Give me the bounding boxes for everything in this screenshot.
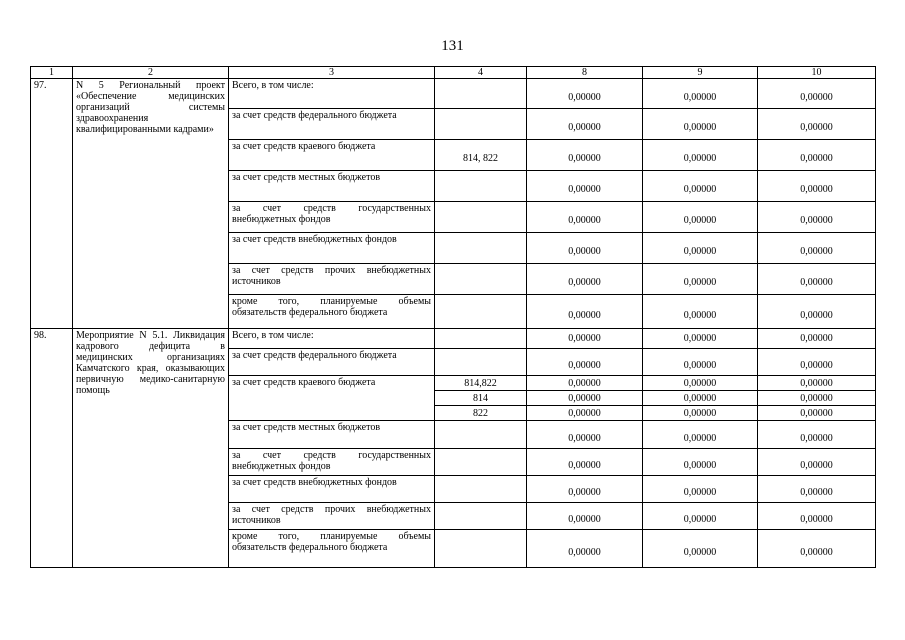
value-col-10: 0,00000 (758, 295, 876, 329)
value-col-9: 0,00000 (643, 476, 758, 503)
budget-code: 822 (435, 406, 527, 421)
value-col-10: 0,00000 (758, 449, 876, 476)
table-row (31, 79, 876, 109)
value-col-9: 0,00000 (643, 406, 758, 421)
activity-name: N 5 Региональный проект «Обеспечение медицинских организаций системы здравоохранения квалифицированными кадрами» (73, 79, 229, 329)
budget-table (30, 66, 876, 568)
value-col-8: 0,00000 (527, 530, 643, 568)
value-col-9: 0,00000 (643, 140, 758, 171)
table-row (31, 329, 876, 349)
budget-code: 814 (435, 391, 527, 406)
value-col-10: 0,00000 (758, 503, 876, 530)
value-col-9: 0,00000 (643, 391, 758, 406)
funding-source: за счет средств местных бюджетов (229, 171, 435, 202)
value-col-8: 0,00000 (527, 406, 643, 421)
value-col-9: 0,00000 (643, 109, 758, 140)
value-col-8: 0,00000 (527, 421, 643, 449)
header-cell: 4 (435, 67, 527, 79)
value-col-10: 0,00000 (758, 109, 876, 140)
budget-code: 814, 822 (435, 140, 527, 171)
value-col-8: 0,00000 (527, 376, 643, 391)
value-col-10: 0,00000 (758, 79, 876, 109)
header-cell: 10 (758, 67, 876, 79)
value-col-10: 0,00000 (758, 140, 876, 171)
funding-source: Всего, в том числе: (229, 329, 435, 349)
value-col-8: 0,00000 (527, 109, 643, 140)
budget-code (435, 79, 527, 109)
value-col-8: 0,00000 (527, 79, 643, 109)
funding-source: за счет средств прочих внебюджетных источников (229, 503, 435, 530)
value-col-8: 0,00000 (527, 295, 643, 329)
budget-code (435, 329, 527, 349)
value-col-9: 0,00000 (643, 376, 758, 391)
value-col-9: 0,00000 (643, 295, 758, 329)
funding-source: за счет средств внебюджетных фондов (229, 476, 435, 503)
budget-code (435, 449, 527, 476)
header-row (31, 67, 876, 79)
funding-source: за счет средств федерального бюджета (229, 109, 435, 140)
value-col-8: 0,00000 (527, 503, 643, 530)
funding-source: Всего, в том числе: (229, 79, 435, 109)
budget-code (435, 530, 527, 568)
funding-source: за счет средств государственных внебюджетных фондов (229, 202, 435, 233)
value-col-10: 0,00000 (758, 329, 876, 349)
value-col-9: 0,00000 (643, 329, 758, 349)
value-col-9: 0,00000 (643, 349, 758, 376)
value-col-10: 0,00000 (758, 202, 876, 233)
value-col-8: 0,00000 (527, 449, 643, 476)
row-index: 97. (31, 79, 73, 329)
value-col-10: 0,00000 (758, 349, 876, 376)
funding-source: кроме того, планируемые объемы обязательств федерального бюджета (229, 530, 435, 568)
budget-code (435, 202, 527, 233)
value-col-8: 0,00000 (527, 140, 643, 171)
funding-source: за счет средств краевого бюджета (229, 376, 435, 421)
value-col-8: 0,00000 (527, 264, 643, 295)
header-cell: 3 (229, 67, 435, 79)
value-col-8: 0,00000 (527, 391, 643, 406)
value-col-9: 0,00000 (643, 233, 758, 264)
value-col-9: 0,00000 (643, 449, 758, 476)
value-col-10: 0,00000 (758, 421, 876, 449)
budget-code (435, 349, 527, 376)
funding-source: за счет средств краевого бюджета (229, 140, 435, 171)
value-col-9: 0,00000 (643, 421, 758, 449)
row-index: 98. (31, 329, 73, 568)
funding-source: за счет средств государственных внебюджетных фондов (229, 449, 435, 476)
budget-code (435, 295, 527, 329)
value-col-10: 0,00000 (758, 264, 876, 295)
budget-code (435, 264, 527, 295)
header-cell: 1 (31, 67, 73, 79)
budget-code (435, 233, 527, 264)
header-cell: 8 (527, 67, 643, 79)
value-col-8: 0,00000 (527, 202, 643, 233)
budget-code (435, 109, 527, 140)
value-col-10: 0,00000 (758, 391, 876, 406)
activity-name: Мероприятие N 5.1. Ликвидация кадрового дефицита в медицинских организациях Камчатского края, оказывающих первичную медико-санитарную помощь (73, 329, 229, 568)
value-col-9: 0,00000 (643, 202, 758, 233)
value-col-10: 0,00000 (758, 171, 876, 202)
value-col-8: 0,00000 (527, 329, 643, 349)
value-col-9: 0,00000 (643, 503, 758, 530)
value-col-9: 0,00000 (643, 530, 758, 568)
budget-code (435, 476, 527, 503)
value-col-10: 0,00000 (758, 406, 876, 421)
header-cell: 9 (643, 67, 758, 79)
value-col-8: 0,00000 (527, 233, 643, 264)
funding-source: за счет средств федерального бюджета (229, 349, 435, 376)
page-number: 131 (441, 38, 464, 54)
funding-source: за счет средств местных бюджетов (229, 421, 435, 449)
value-col-9: 0,00000 (643, 264, 758, 295)
value-col-8: 0,00000 (527, 476, 643, 503)
budget-code: 814,822 (435, 376, 527, 391)
budget-code (435, 421, 527, 449)
value-col-8: 0,00000 (527, 349, 643, 376)
value-col-10: 0,00000 (758, 233, 876, 264)
funding-source: кроме того, планируемые объемы обязательств федерального бюджета (229, 295, 435, 329)
value-col-9: 0,00000 (643, 79, 758, 109)
value-col-10: 0,00000 (758, 476, 876, 503)
value-col-9: 0,00000 (643, 171, 758, 202)
funding-source: за счет средств прочих внебюджетных источников (229, 264, 435, 295)
budget-code (435, 503, 527, 530)
value-col-10: 0,00000 (758, 530, 876, 568)
value-col-8: 0,00000 (527, 171, 643, 202)
value-col-10: 0,00000 (758, 376, 876, 391)
header-cell: 2 (73, 67, 229, 79)
budget-code (435, 171, 527, 202)
funding-source: за счет средств внебюджетных фондов (229, 233, 435, 264)
